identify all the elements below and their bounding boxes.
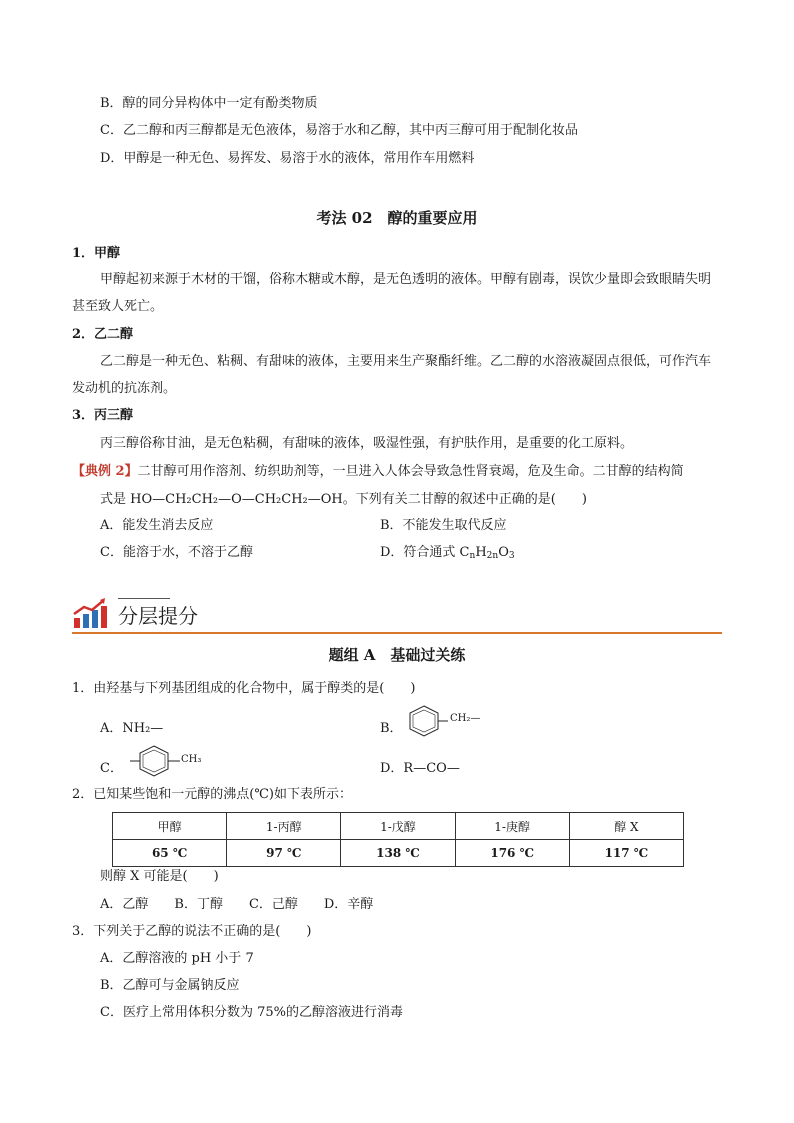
option-d-sub-2n: 2n bbox=[486, 551, 499, 561]
q2-stem: 2．已知某些饱和一元醇的沸点(℃)如下表所示： bbox=[72, 787, 352, 802]
prev-option-d: D．甲醇是一种无色、易挥发、易溶于水的液体，常用作车用燃料 bbox=[100, 151, 475, 166]
item-heading-3: 3．丙三醇 bbox=[72, 408, 134, 423]
chart-growth-icon bbox=[72, 598, 108, 630]
prev-option-b: B．醇的同分异构体中一定有酚类物质 bbox=[100, 96, 318, 111]
q3-stem: 3．下列关于乙醇的说法不正确的是( ) bbox=[72, 924, 312, 939]
example-2-line-1 bbox=[72, 465, 684, 478]
item-text-2: 乙二醇是一种无色、粘稠、有甜味的液体，主要用来生产聚酯纤维。乙二醇的水溶液凝固点很低，可作汽车发动机的抗冻剂。 bbox=[72, 354, 712, 396]
option-d-o: O bbox=[498, 545, 509, 560]
table-cell: 176 ℃ bbox=[455, 840, 569, 867]
q2-follow: 则醇 X 可能是( ) bbox=[100, 869, 219, 884]
banner-top-line bbox=[118, 598, 170, 599]
example-2-option-d bbox=[380, 546, 515, 561]
example-2-option-b: B．不能发生取代反应 bbox=[380, 518, 507, 533]
option-d-sub-n: n bbox=[469, 551, 476, 561]
item-heading-1: 1．甲醇 bbox=[72, 246, 121, 261]
banner-title: 分层提分 bbox=[118, 604, 198, 628]
q1-stem: 1．由羟基与下列基团组成的化合物中，属于醇类的是( ) bbox=[72, 681, 416, 696]
table-row bbox=[113, 840, 684, 867]
section-title: 考法 02 醇的重要应用 bbox=[316, 209, 478, 227]
prev-option-c: C．乙二醇和丙三醇都是无色液体，易溶于水和乙醇，其中丙三醇可用于配制化妆品 bbox=[100, 123, 578, 138]
example-2-option-a: A．能发生消去反应 bbox=[100, 518, 214, 533]
item-text-1: 甲醇起初来源于木材的干馏，俗称木糖或木醇，是无色透明的液体。甲醇有剧毒，误饮少量即会致眼睛失明甚至致人死亡。 bbox=[72, 272, 712, 314]
example-tag: 【典例 2】 bbox=[72, 464, 138, 479]
option-d-c: D．符合通式 C bbox=[380, 545, 470, 560]
table-cell: 117 ℃ bbox=[569, 840, 683, 867]
table-header-cell: 醇 X bbox=[569, 813, 683, 840]
q3-option-c: C．医疗上常用体积分数为 75%的乙醇溶液进行消毒 bbox=[100, 1005, 403, 1020]
q1-option-c-label: C． bbox=[100, 761, 123, 776]
option-d-sub-3: 3 bbox=[508, 551, 515, 561]
example-2-line-2: 式是 HO—CH₂CH₂—O—CH₂CH₂—OH。下列有关二甘醇的叙述中正确的是( ) bbox=[100, 492, 587, 507]
table-header-cell: 1-丙醇 bbox=[227, 813, 341, 840]
q1-option-a: A．NH₂— bbox=[100, 721, 164, 736]
option-d-h: H bbox=[475, 545, 487, 560]
q1-option-c-group: CH₃ bbox=[181, 754, 202, 765]
boiling-point-table bbox=[112, 812, 684, 867]
item-text-3: 丙三醇俗称甘油，是无色粘稠，有甜味的液体，吸湿性强，有护肤作用，是重要的化工原料。 bbox=[100, 436, 634, 451]
table-cell: 97 ℃ bbox=[227, 840, 341, 867]
group-a-title: 题组 A 基础过关练 bbox=[328, 646, 466, 664]
q2-options: A．乙醇 B．丁醇 C．己醇 D．辛醇 bbox=[100, 897, 374, 912]
item-heading-2: 2．乙二醇 bbox=[72, 327, 134, 342]
example-2-option-c: C．能溶于水，不溶于乙醇 bbox=[100, 545, 253, 560]
q1-option-d: D．R—CO— bbox=[380, 761, 460, 776]
q3-option-b: B．乙醇可与金属钠反应 bbox=[100, 978, 240, 993]
table-cell: 65 ℃ bbox=[113, 840, 227, 867]
banner-divider bbox=[72, 632, 722, 634]
example-2-text-1: 二甘醇可用作溶剂、纺织助剂等，一旦进入人体会导致急性肾衰竭，危及生命。二甘醇的结构简 bbox=[137, 464, 684, 479]
q1-option-b-group: CH₂— bbox=[450, 713, 481, 724]
q1-option-b-label: B． bbox=[380, 721, 403, 736]
table-header-cell: 甲醇 bbox=[113, 813, 227, 840]
q3-option-a: A．乙醇溶液的 pH 小于 7 bbox=[100, 951, 254, 966]
table-header-cell: 1-戊醇 bbox=[341, 813, 455, 840]
table-header-cell: 1-庚醇 bbox=[455, 813, 569, 840]
table-cell: 138 ℃ bbox=[341, 840, 455, 867]
table-header-row bbox=[113, 813, 684, 840]
